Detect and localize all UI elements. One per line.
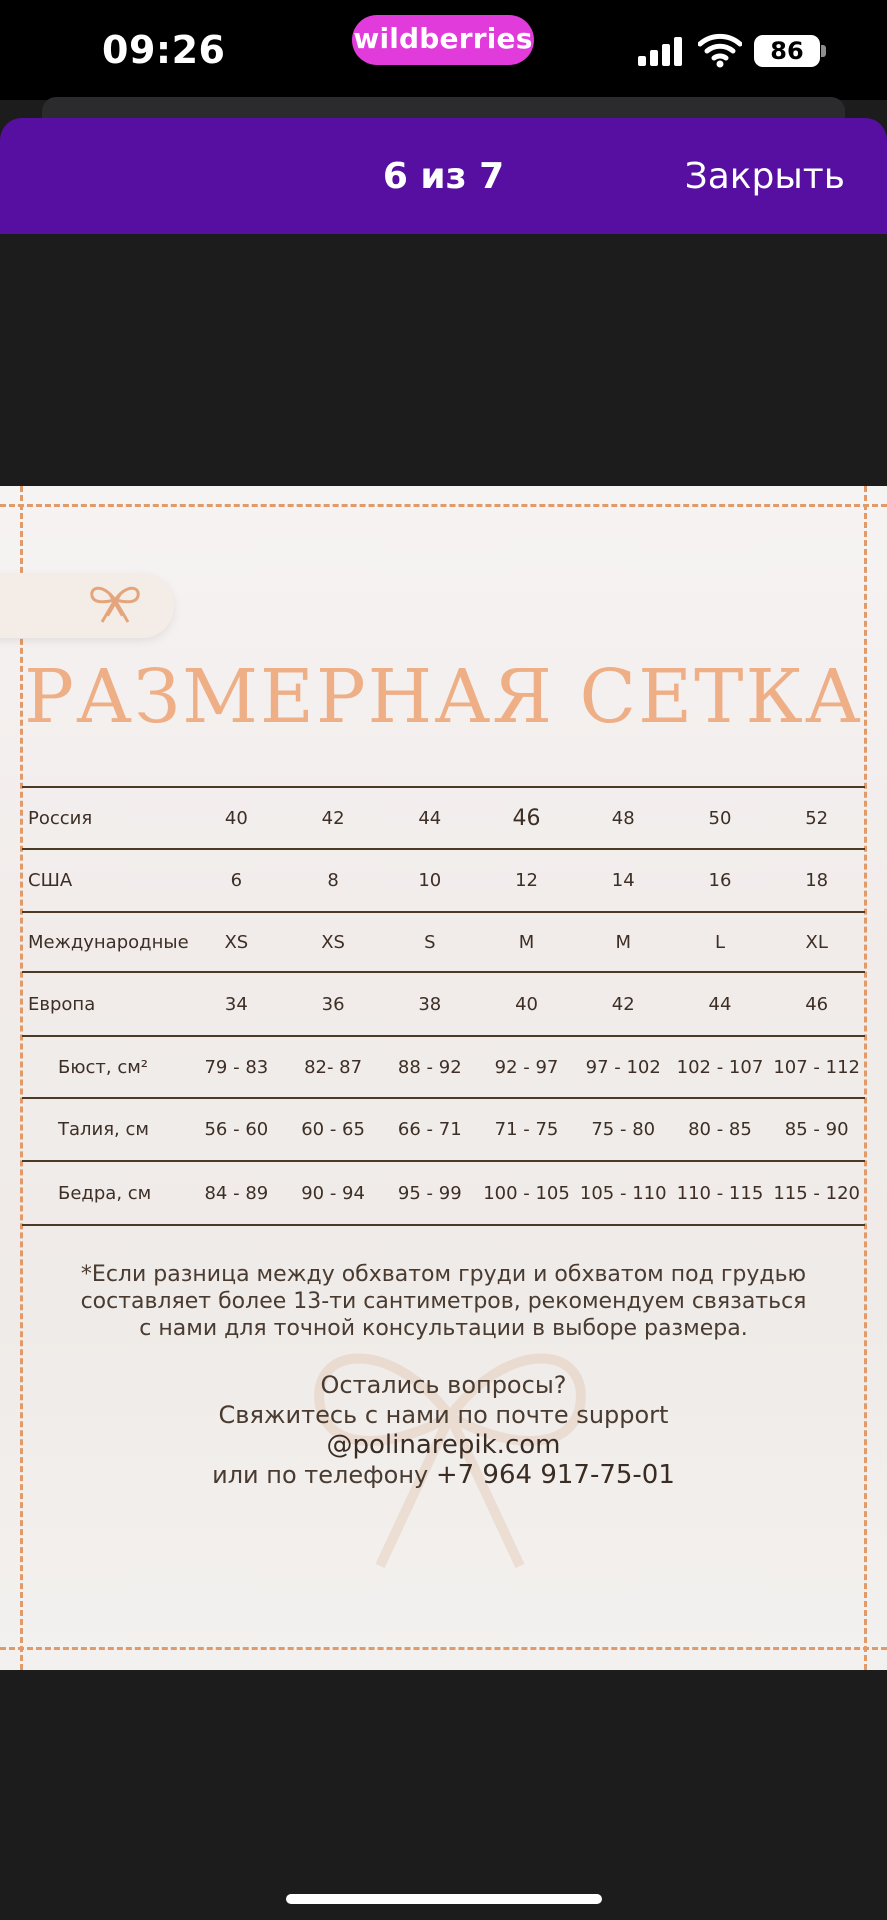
table-cell: 46: [512, 805, 541, 831]
table-cell: 40: [515, 993, 538, 1015]
table-cell: 44: [418, 807, 442, 829]
battery-icon: 86: [754, 35, 820, 67]
table-cell: 56 - 60: [204, 1119, 269, 1140]
table-cell: 12: [515, 870, 538, 891]
row-label: США: [28, 870, 73, 891]
table-cell: 52: [805, 807, 829, 829]
size-chart-image[interactable]: [0, 486, 887, 1670]
note-line: составляет более 13-ти сантиметров, рекомендуем связаться: [80, 1289, 807, 1314]
table-cell: 102 - 107: [676, 1056, 764, 1078]
table-cell: S: [424, 931, 436, 953]
contact-email: @polinarepik.com: [326, 1430, 561, 1460]
brand-bow-icon: [86, 576, 144, 626]
table-cell: 38: [418, 993, 442, 1015]
table-cell: 46: [805, 993, 829, 1015]
table-cell: 14: [611, 870, 635, 891]
table-cell: 79 - 83: [204, 1056, 269, 1078]
table-cell: 82- 87: [304, 1056, 363, 1078]
image-counter: 6 из 7: [382, 156, 505, 197]
viewer-header: [0, 118, 887, 234]
table-cell: 44: [708, 993, 732, 1015]
contact-email-text: Свяжитесь с нами по почте support: [218, 1401, 669, 1429]
row-label: Россия: [28, 807, 93, 829]
table-cell: 16: [708, 870, 732, 891]
table-cell: 90 - 94: [301, 1182, 365, 1204]
table-cell: XL: [805, 931, 828, 953]
table-row: [22, 850, 865, 913]
row-label: Бедра, см: [58, 1182, 152, 1204]
row-label: Европа: [28, 993, 96, 1015]
note-line: с нами для точной консультации в выборе размера.: [139, 1316, 748, 1341]
table-cell: 85 - 90: [784, 1119, 849, 1140]
table-cell: 8: [327, 870, 339, 891]
table-cell: 42: [321, 807, 345, 829]
contact-question: Остались вопросы?: [320, 1371, 567, 1399]
wifi-icon: [698, 32, 742, 68]
home-indicator: [286, 1894, 602, 1904]
table-cell: 60 - 65: [301, 1119, 365, 1140]
table-cell: 100 - 105: [483, 1182, 570, 1204]
table-cell: 84 - 89: [204, 1182, 269, 1204]
row-label: Талия, см: [58, 1119, 149, 1140]
table-row: [22, 973, 865, 1037]
table-cell: 36: [321, 993, 345, 1015]
row-label: Международные: [28, 931, 189, 953]
row-label: Бюст, см²: [58, 1056, 149, 1078]
table-cell: 110 - 115: [676, 1182, 764, 1204]
table-cell: 107 - 112: [773, 1056, 860, 1078]
contact-phone: +7 964 917-75-01: [435, 1460, 675, 1490]
table-cell: 80 - 85: [688, 1119, 752, 1140]
close-button[interactable]: Закрыть: [684, 156, 845, 197]
dashed-border-bottom: [0, 1647, 887, 1650]
battery-tip: [821, 45, 826, 57]
size-table: [22, 786, 865, 1226]
table-cell: M: [518, 931, 535, 953]
table-cell: 92 - 97: [494, 1056, 559, 1078]
size-note: [40, 1261, 847, 1342]
table-cell: 6: [230, 870, 243, 891]
phone-prefix: или по телефону: [212, 1461, 436, 1489]
note-line: *Если разница между обхватом груди и обхватом под грудью: [80, 1262, 807, 1287]
table-row: [22, 1162, 865, 1226]
status-bar: [0, 0, 887, 100]
table-cell: 10: [418, 870, 442, 891]
status-time: 09:26: [102, 28, 226, 72]
table-cell: 71 - 75: [494, 1119, 559, 1140]
table-cell: 66 - 71: [397, 1119, 462, 1140]
table-cell: L: [714, 931, 725, 953]
contact-phone-line: [40, 1460, 847, 1490]
table-row: [22, 913, 865, 973]
table-cell: 88 - 92: [397, 1056, 462, 1078]
table-cell: 18: [805, 870, 829, 891]
table-cell: 48: [611, 807, 635, 829]
table-cell: 97 - 102: [585, 1056, 661, 1078]
chart-title: РАЗМЕРНАЯ СЕТКА: [24, 654, 863, 740]
table-cell: XS: [321, 931, 345, 953]
table-cell: 34: [224, 993, 248, 1015]
signal-icon: [638, 36, 686, 66]
table-row: [22, 786, 865, 850]
table-cell: 50: [708, 807, 732, 829]
table-row: [22, 1099, 865, 1162]
table-cell: XS: [224, 931, 249, 953]
dashed-border-top: [0, 504, 887, 507]
table-cell: 115 - 120: [773, 1182, 860, 1204]
table-row: [22, 1037, 865, 1099]
table-cell: 42: [611, 993, 635, 1015]
app-indicator-pill[interactable]: wildberries: [352, 15, 534, 65]
contact-block: [40, 1370, 847, 1490]
table-cell: 95 - 99: [397, 1182, 462, 1204]
table-cell: 75 - 80: [591, 1119, 656, 1140]
table-cell: 40: [224, 807, 248, 829]
table-cell: 105 - 110: [579, 1182, 667, 1204]
table-cell: M: [615, 931, 631, 953]
